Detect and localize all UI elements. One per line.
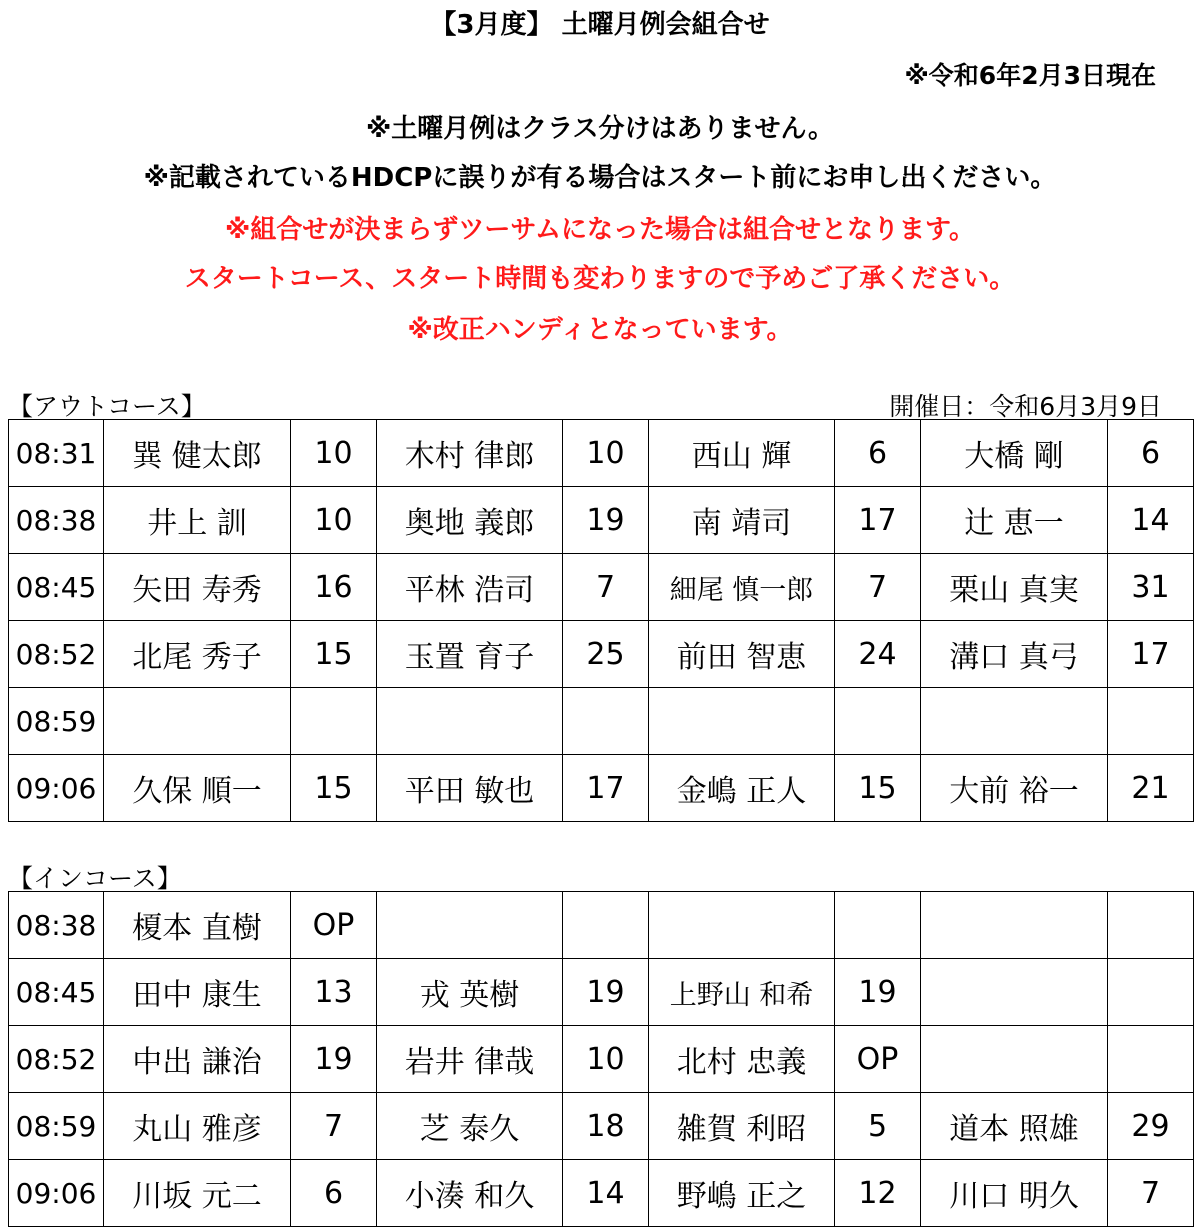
player-name: 上野山 和希 bbox=[649, 959, 835, 1026]
player-hdcp: 7 bbox=[835, 554, 921, 621]
player-hdcp: 14 bbox=[1108, 487, 1194, 554]
player-hdcp: 24 bbox=[835, 621, 921, 688]
red-note-revised-handicap: ※改正ハンディとなっています。 bbox=[407, 315, 793, 345]
player-hdcp: 15 bbox=[291, 755, 377, 822]
player-hdcp: 12 bbox=[835, 1160, 921, 1227]
player-name bbox=[921, 688, 1108, 755]
player-hdcp: 10 bbox=[291, 487, 377, 554]
table-row bbox=[9, 959, 1194, 1026]
player-name: 田中 康生 bbox=[104, 959, 291, 1026]
event-date: 開催日：令和6月3月9日 bbox=[889, 392, 1162, 421]
player-name: 川坂 元二 bbox=[104, 1160, 291, 1227]
player-hdcp: OP bbox=[835, 1026, 921, 1093]
player-name: 矢田 寿秀 bbox=[104, 554, 291, 621]
player-name: 北村 忠義 bbox=[649, 1026, 835, 1093]
player-name bbox=[377, 688, 563, 755]
player-hdcp bbox=[1108, 959, 1194, 1026]
player-hdcp bbox=[835, 892, 921, 959]
player-hdcp bbox=[835, 688, 921, 755]
player-name: 奥地 義郎 bbox=[377, 487, 563, 554]
player-hdcp: 6 bbox=[835, 420, 921, 487]
player-name: 平田 敏也 bbox=[377, 755, 563, 822]
start-time: 08:59 bbox=[9, 1093, 104, 1160]
player-hdcp: 7 bbox=[563, 554, 649, 621]
player-name bbox=[921, 959, 1108, 1026]
player-name: 道本 照雄 bbox=[921, 1093, 1108, 1160]
start-time: 08:52 bbox=[9, 1026, 104, 1093]
player-name: 大前 裕一 bbox=[921, 755, 1108, 822]
note-no-class-division: ※土曜月例はクラス分けはありません。 bbox=[365, 114, 835, 144]
player-hdcp: 19 bbox=[835, 959, 921, 1026]
start-time: 09:06 bbox=[9, 755, 104, 822]
table-row bbox=[9, 487, 1194, 554]
player-name bbox=[649, 892, 835, 959]
player-hdcp: 16 bbox=[291, 554, 377, 621]
player-hdcp: 21 bbox=[1108, 755, 1194, 822]
player-name: 岩井 律哉 bbox=[377, 1026, 563, 1093]
player-hdcp bbox=[563, 688, 649, 755]
player-hdcp: 19 bbox=[563, 959, 649, 1026]
red-note-twosome: ※組合せが決まらずツーサムになった場合は組合せとなります。 bbox=[225, 215, 975, 245]
player-name bbox=[921, 1026, 1108, 1093]
red-note-start-change: スタートコース、スタート時間も変わりますので予めご了承ください。 bbox=[184, 264, 1016, 294]
table-row bbox=[9, 892, 1194, 959]
player-name bbox=[649, 688, 835, 755]
player-name: 中出 謙治 bbox=[104, 1026, 291, 1093]
player-hdcp: OP bbox=[291, 892, 377, 959]
player-hdcp: 13 bbox=[291, 959, 377, 1026]
player-hdcp: 15 bbox=[835, 755, 921, 822]
player-name: 小湊 和久 bbox=[377, 1160, 563, 1227]
start-time: 08:31 bbox=[9, 420, 104, 487]
player-name: 南 靖司 bbox=[649, 487, 835, 554]
player-name: 丸山 雅彦 bbox=[104, 1093, 291, 1160]
player-name: 久保 順一 bbox=[104, 755, 291, 822]
player-hdcp: 19 bbox=[563, 487, 649, 554]
player-name: 栗山 真実 bbox=[921, 554, 1108, 621]
player-hdcp: 29 bbox=[1108, 1093, 1194, 1160]
player-name: 北尾 秀子 bbox=[104, 621, 291, 688]
player-name: 川口 明久 bbox=[921, 1160, 1108, 1227]
player-hdcp: 7 bbox=[1108, 1160, 1194, 1227]
player-hdcp bbox=[1108, 1026, 1194, 1093]
start-time: 08:38 bbox=[9, 487, 104, 554]
table-row bbox=[9, 688, 1194, 755]
out-course-table bbox=[8, 419, 1194, 822]
player-name: 辻 恵一 bbox=[921, 487, 1108, 554]
player-name: 雑賀 利昭 bbox=[649, 1093, 835, 1160]
player-hdcp bbox=[563, 892, 649, 959]
player-name: 金嶋 正人 bbox=[649, 755, 835, 822]
start-time: 08:45 bbox=[9, 554, 104, 621]
player-hdcp: 15 bbox=[291, 621, 377, 688]
player-name: 戎 英樹 bbox=[377, 959, 563, 1026]
start-time: 09:06 bbox=[9, 1160, 104, 1227]
player-name bbox=[377, 892, 563, 959]
player-name: 大橋 剛 bbox=[921, 420, 1108, 487]
player-hdcp: 14 bbox=[563, 1160, 649, 1227]
player-name bbox=[104, 688, 291, 755]
player-hdcp: 7 bbox=[291, 1093, 377, 1160]
start-time: 08:45 bbox=[9, 959, 104, 1026]
page-title: 【3月度】 土曜月例会組合せ bbox=[430, 10, 770, 40]
player-hdcp bbox=[1108, 688, 1194, 755]
note-hdcp-error: ※記載されているHDCPに誤りが有る場合はスタート前にお申し出ください。 bbox=[143, 163, 1057, 193]
player-hdcp: 17 bbox=[1108, 621, 1194, 688]
player-name: 西山 輝 bbox=[649, 420, 835, 487]
table-row bbox=[9, 1026, 1194, 1093]
player-hdcp: 19 bbox=[291, 1026, 377, 1093]
player-hdcp: 10 bbox=[563, 420, 649, 487]
start-time: 08:59 bbox=[9, 688, 104, 755]
as-of-date: ※令和6年2月3日現在 bbox=[904, 61, 1156, 90]
player-hdcp: 10 bbox=[291, 420, 377, 487]
player-hdcp: 6 bbox=[1108, 420, 1194, 487]
table-row bbox=[9, 420, 1194, 487]
player-hdcp: 10 bbox=[563, 1026, 649, 1093]
table-row bbox=[9, 1093, 1194, 1160]
start-time: 08:38 bbox=[9, 892, 104, 959]
player-hdcp: 17 bbox=[563, 755, 649, 822]
player-name: 巽 健太郎 bbox=[104, 420, 291, 487]
player-name: 榎本 直樹 bbox=[104, 892, 291, 959]
player-name: 玉置 育子 bbox=[377, 621, 563, 688]
player-hdcp: 31 bbox=[1108, 554, 1194, 621]
player-hdcp: 25 bbox=[563, 621, 649, 688]
player-name: 井上 訓 bbox=[104, 487, 291, 554]
player-hdcp bbox=[1108, 892, 1194, 959]
table-row bbox=[9, 621, 1194, 688]
table-row bbox=[9, 554, 1194, 621]
player-hdcp: 18 bbox=[563, 1093, 649, 1160]
player-hdcp bbox=[291, 688, 377, 755]
in-course-label: 【インコース】 bbox=[8, 864, 182, 893]
start-time: 08:52 bbox=[9, 621, 104, 688]
table-row bbox=[9, 755, 1194, 822]
in-course-table bbox=[8, 891, 1194, 1227]
player-name: 野嶋 正之 bbox=[649, 1160, 835, 1227]
table-row bbox=[9, 1160, 1194, 1227]
player-hdcp: 6 bbox=[291, 1160, 377, 1227]
player-name: 溝口 真弓 bbox=[921, 621, 1108, 688]
player-name: 細尾 慎一郎 bbox=[649, 554, 835, 621]
player-name bbox=[921, 892, 1108, 959]
player-hdcp: 5 bbox=[835, 1093, 921, 1160]
player-name: 平林 浩司 bbox=[377, 554, 563, 621]
player-name: 芝 泰久 bbox=[377, 1093, 563, 1160]
player-hdcp: 17 bbox=[835, 487, 921, 554]
out-course-label: 【アウトコース】 bbox=[8, 392, 206, 421]
player-name: 木村 律郎 bbox=[377, 420, 563, 487]
player-name: 前田 智恵 bbox=[649, 621, 835, 688]
